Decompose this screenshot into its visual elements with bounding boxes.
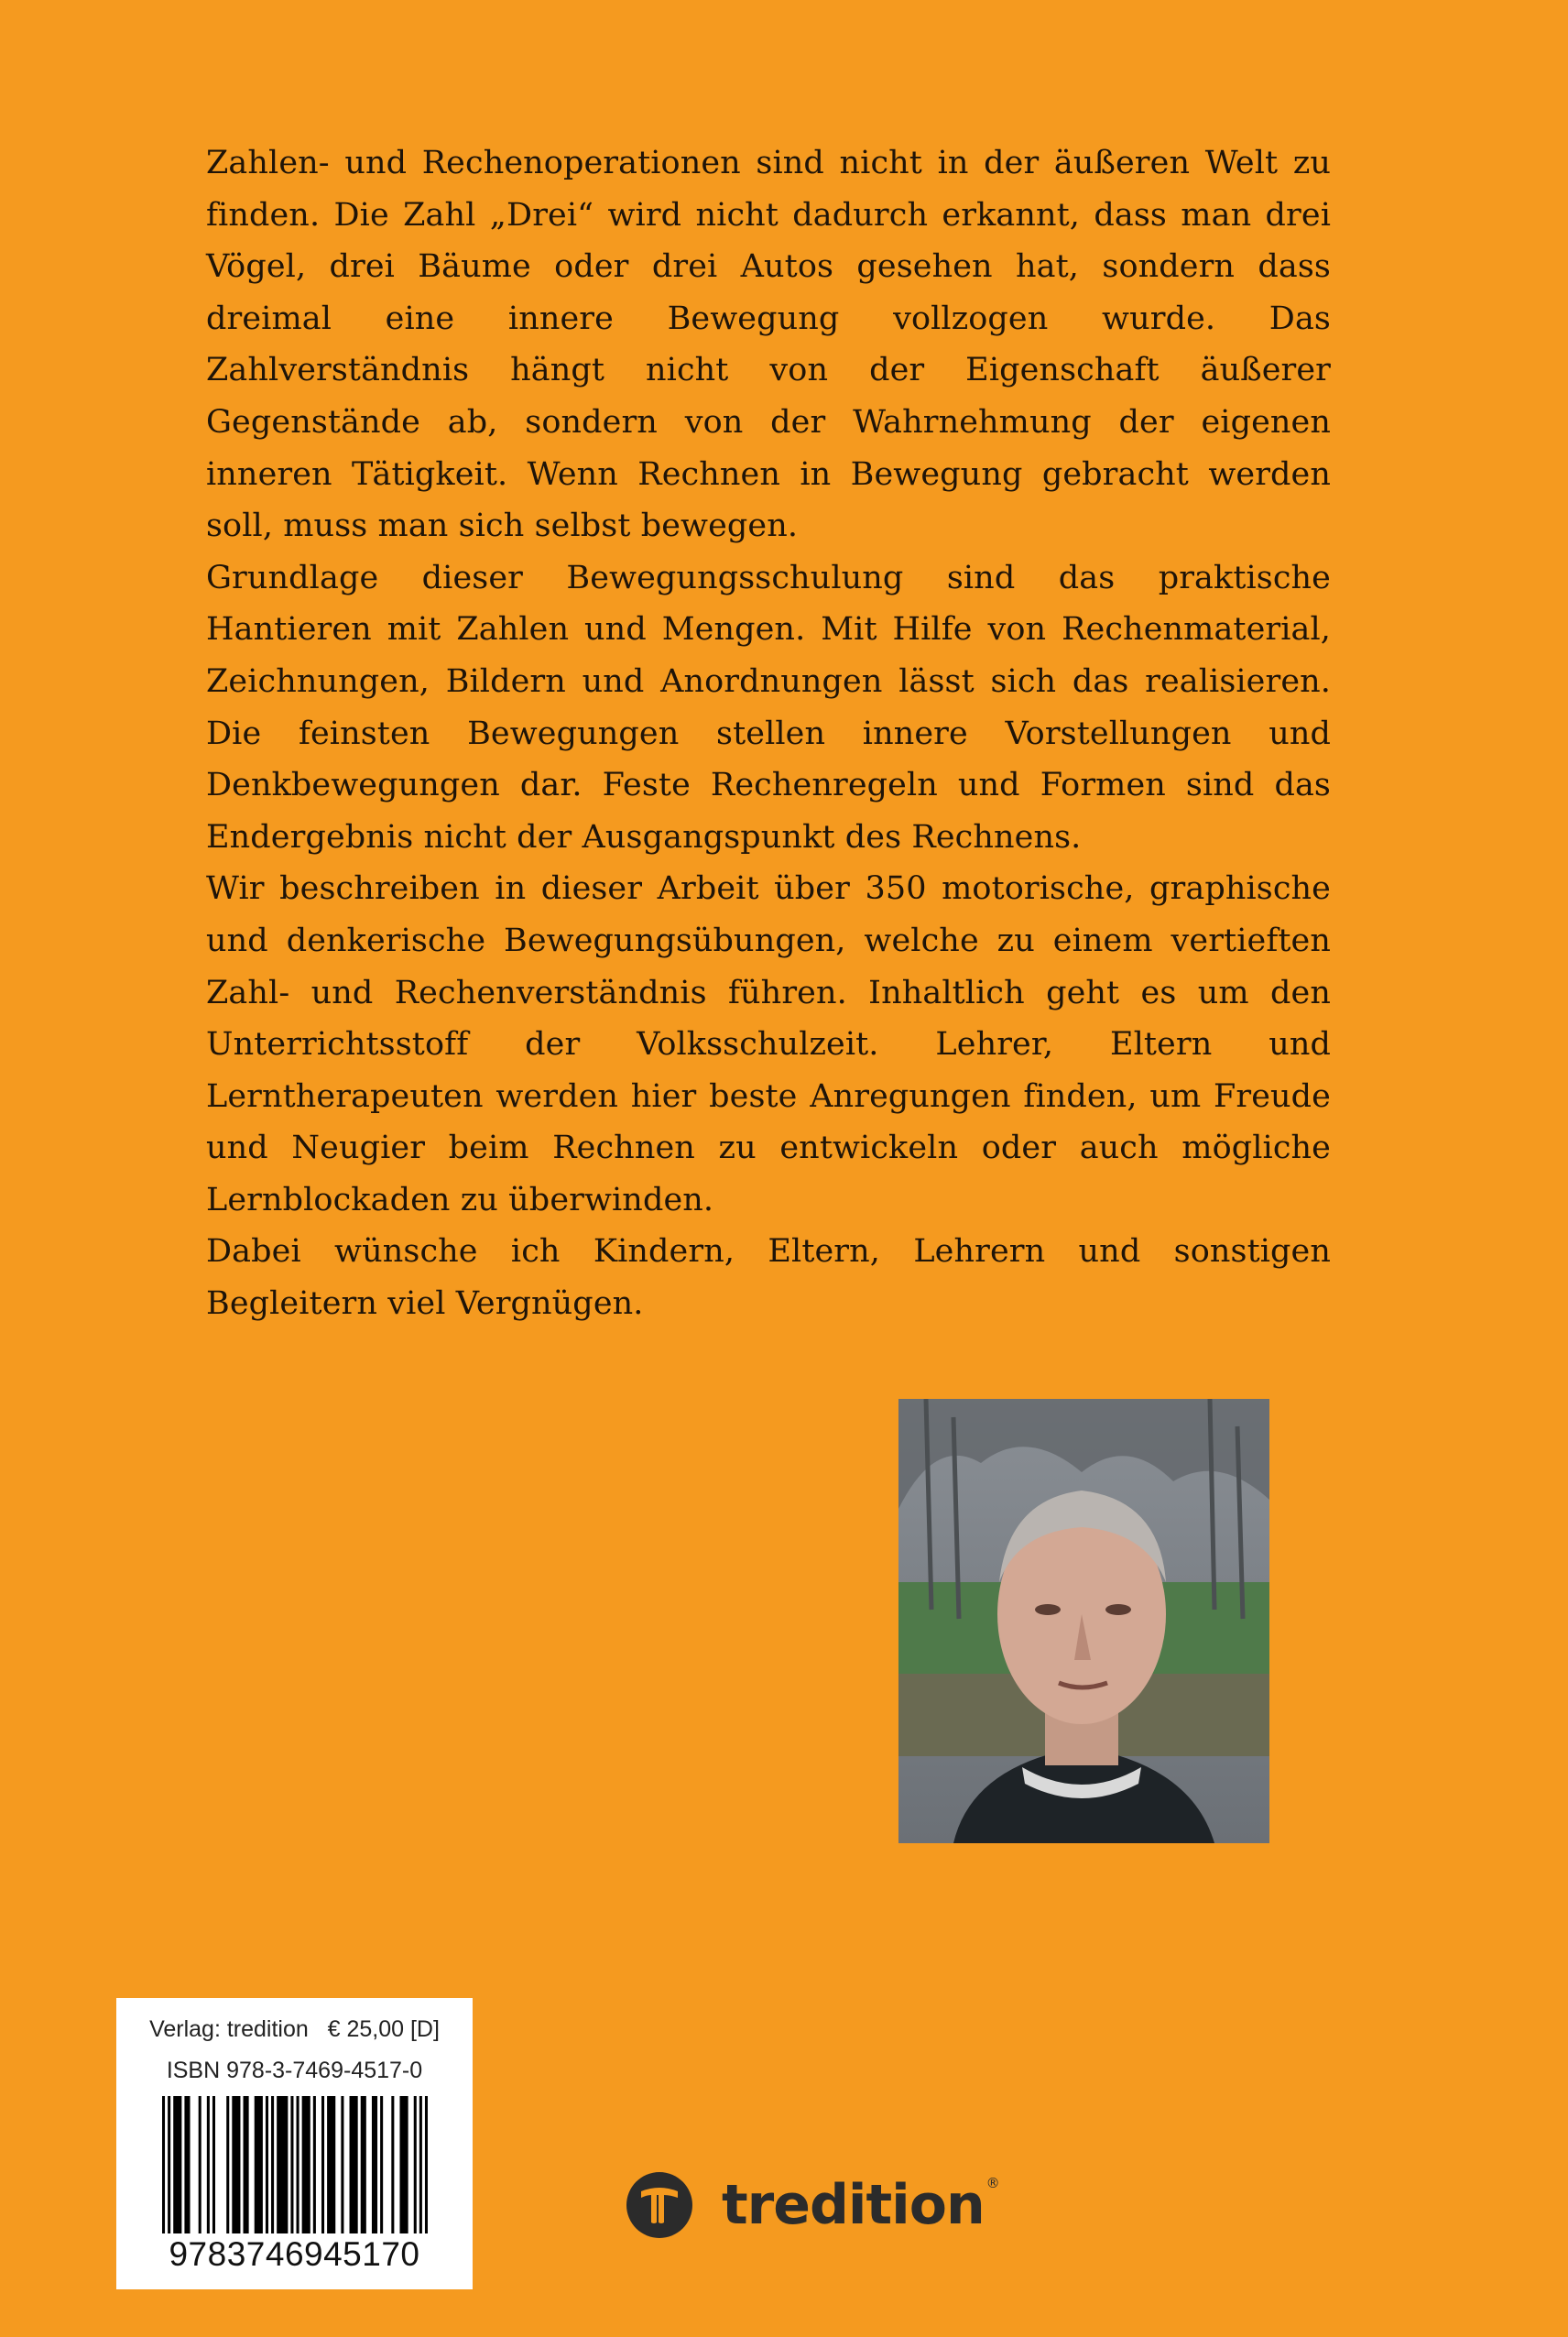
barcode-bar — [271, 2096, 274, 2233]
publisher-name — [722, 2173, 999, 2237]
author-photo — [898, 1399, 1269, 1843]
barcode-digits: 9783746945170 — [169, 2235, 420, 2273]
barcode-bar — [266, 2096, 268, 2233]
blurb-paragraph: Zahlen- und Rechenoperationen sind nicht in der äußeren Welt zu finden. Die Zahl „Drei“ wird nicht dadurch erkannt, dass man drei Vögel, drei Bäume oder drei Autos gesehen hat, sondern dass dreimal eine innere Bewegung vollzogen wurde. Das Zahlverständnis hängt nicht von der Eigenschaft äußerer Gegenstände ab, sondern von der Wahrnehmung der eigenen inneren Tätigkeit. Wenn Rechnen in Bewegung gebracht werden soll, muss man sich selbst bewegen. — [206, 145, 1331, 545]
publisher-price-text: Verlag: tredition € 25,00 [D] — [149, 2016, 440, 2042]
back-cover-blurb — [206, 137, 1331, 1330]
barcode-bar — [391, 2096, 394, 2233]
barcode-bar — [232, 2096, 240, 2233]
barcode-bar — [425, 2096, 428, 2233]
barcode-bar — [341, 2096, 343, 2233]
barcode-bar — [199, 2096, 201, 2233]
barcode-bar — [414, 2096, 417, 2233]
barcode-bar — [302, 2096, 310, 2233]
tredition-logo-icon — [626, 2172, 692, 2238]
barcode-bar — [350, 2096, 358, 2233]
barcode-bar — [419, 2096, 422, 2233]
barcode — [162, 2096, 428, 2233]
barcode-bar — [372, 2096, 377, 2233]
blurb-paragraph: Dabei wünsche ich Kindern, Eltern, Lehrern und sonstigen Begleitern viel Vergnügen. — [206, 1233, 1331, 1323]
barcode-bar — [226, 2096, 229, 2233]
barcode-bar — [207, 2096, 210, 2233]
barcode-bar — [361, 2096, 366, 2233]
blurb-paragraph: Grundlage dieser Bewegungsschulung sind das praktische Hantieren mit Zahlen und Mengen. Mit Hilfe von Rechenmaterial, Zeichnungen, Bildern und Anordnungen lässt sich das realisieren. Die feinsten Bewegungen stellen innere Vorstellungen und Denkbewegungen dar. Feste Rechenregeln und Formen sind das Endergebnis nicht der Ausgangspunkt des Rechnens. — [206, 559, 1331, 856]
isbn-text: ISBN 978-3-7469-4517-0 — [166, 2058, 423, 2083]
barcode-bar — [321, 2096, 324, 2233]
publisher-name-text: tredition — [722, 2173, 985, 2237]
barcode-bar — [173, 2096, 181, 2233]
barcode-bar — [297, 2096, 299, 2233]
blurb-paragraph: Wir beschreiben in dieser Arbeit über 350 motorische, graphische und denkerische Bewegungsübungen, welche zu einem vertieften Zahl- und Rechenverständnis führen. Inhaltlich geht es um den Unterrichtsstoff der Volksschulzeit. Lehrer, Eltern und Lerntherapeuten werden hier beste Anregungen finden, um Freude und Neugier beim Rechnen zu entwickeln oder auch mögliche Lernblockaden zu überwinden. — [206, 870, 1331, 1218]
barcode-bar — [290, 2096, 293, 2233]
publisher-logo — [626, 2169, 999, 2241]
barcode-bar — [212, 2096, 215, 2233]
barcode-bar — [255, 2096, 263, 2233]
barcode-bar — [244, 2096, 249, 2233]
registered-mark: ® — [985, 2175, 999, 2191]
barcode-bar — [168, 2096, 170, 2233]
barcode-bar — [313, 2096, 316, 2233]
barcode-bar — [184, 2096, 190, 2233]
barcode-bar — [380, 2096, 383, 2233]
barcode-bar — [327, 2096, 335, 2233]
barcode-bar — [399, 2096, 408, 2233]
barcode-bar — [277, 2096, 288, 2233]
barcode-bar — [162, 2096, 165, 2233]
price-barcode-label — [116, 1998, 473, 2289]
